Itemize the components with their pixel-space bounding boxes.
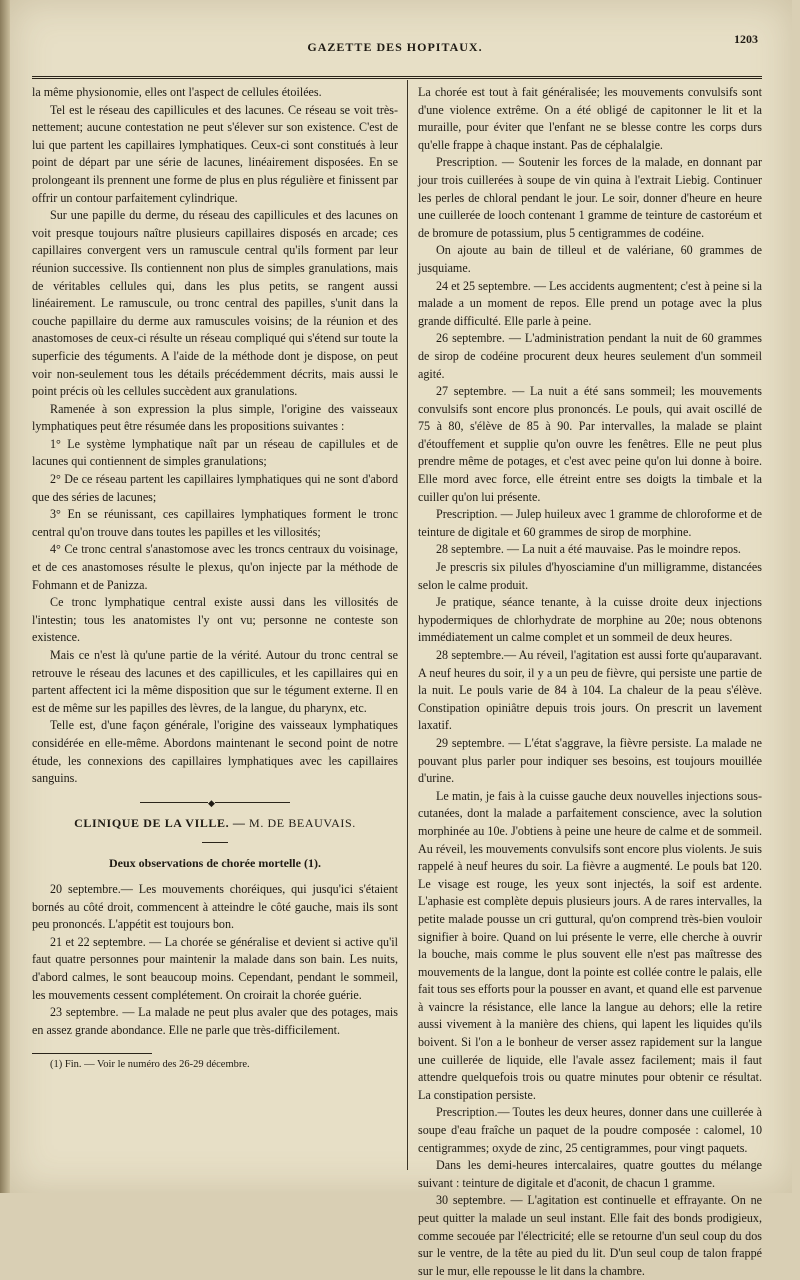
header-double-rule (32, 76, 762, 79)
paragraph: 30 septembre. — L'agitation est continuelle et effrayante. On ne peut quitter la malade un seul instant. Elle fait des bonds prodigieux, comme secouée par l'électricité; elle se retourne d'un seul coup du dos sur le ventre, de la tête au pied du lit. D'un seul coup de talon frappé sur le mur, elle repousse le lit dans la chambre. (418, 1193, 762, 1278)
paragraph: La chorée est tout à fait généralisée; les mouvements convulsifs sont d'une violence extrême. On a été obligé de capitonner le lit et la muraille, pour éviter que l'enfant ne se blesse contre les corps durs qu'elle frappe à chaque instant. Pas de céphalalgie. (418, 85, 762, 152)
section-author: M. DE BEAUVAIS. (249, 815, 356, 830)
section-divider (140, 802, 290, 803)
paragraph: Sur une papille du derme, du réseau des capillicules et des lacunes on voit presque toujours naître plusieurs capillaires disposés en arcade; ces capillaires convergent vers un ramuscule central qu'ils forment par leur réunion successive. Ils contiennent non plus de simples granulations, mais de véritables cellules qui, dans les plus petits, se rangent aussi linéairement. Le ramuscule, ou tronc central des papilles, s'unit dans la couche papillaire du derme aux ramuscules voisins; de la réunion et des anastomoses de ceux-ci résulte un réseau compliqué qui s'étend sur toute la superficie des téguments. A l'aide de la méthode dont je dispose, on peut voir non-seulement tous les détails précédemment décrits, mais aussi le point précis où les cellules succèdent aux granulations. (32, 208, 398, 399)
case-paragraph: 23 septembre. — La malade ne peut plus avaler que des potages, mais en assez grande abondance. Elle ne parle que très-difficilement. (32, 1005, 398, 1037)
paragraph: 3° En se réunissant, ces capillaires lymphatiques forment le tronc central qu'on trouve dans toutes les papilles et les villosités; (32, 507, 398, 539)
left-column (32, 84, 398, 1072)
paragraph: 26 septembre. — L'administration pendant la nuit de 60 grammes de sirop de codéine procurent deux heures seulement d'un sommeil agité. (418, 331, 762, 381)
paragraph: Ramenée à son expression la plus simple, l'origine des vaisseaux lymphatiques peut être résumée dans les propositions suivantes : (32, 401, 398, 434)
paragraph: Dans les demi-heures intercalaires, quatre gouttes du mélange suivant : teinture de digitale et d'aconit, de chacun 1 gramme. (418, 1158, 762, 1190)
short-divider (202, 842, 228, 843)
paragraph: On ajoute au bain de tilleul et de valériane, 60 grammes de jusquiame. (418, 243, 762, 275)
article-subtitle: Deux observations de chorée mortelle (1). (109, 856, 321, 871)
paragraph: Tel est le réseau des capillicules et des lacunes. Ce réseau se voit très-nettement; aucune contestation ne peut s'élever sur son existence. C'est de lui que partent les capillaires lymphatiques. Ceux-ci sont constitués à leur point de départ par une série de lacunes, linéairement disposées. En se prolongeant ils prennent une forme de plus en plus régulière et finissent par offrir un contour parfaitement cylindrique. (32, 102, 398, 205)
page-edge (0, 0, 10, 1193)
paragraph: Prescription. — Julep huileux avec 1 gramme de chloroforme et de teinture de digitale et 60 grammes de sirop de morphine. (418, 507, 762, 539)
paragraph: Ce tronc lymphatique central existe aussi dans les villosités de l'intestin; tous les anatomistes l'y ont vu; personne ne conteste son existence. (32, 595, 398, 645)
paragraph: Je prescris six pilules d'hyosciamine d'un milligramme, distancées selon le calme produit. (418, 560, 762, 592)
paragraph: Telle est, d'une façon générale, l'origine des vaisseaux lymphatiques considérée en elle-même. Abordons maintenant le second point de notre étude, les connexions des capillaires lymphatiques avec les capillaires sanguins. (32, 718, 398, 786)
paragraph: la même physionomie, elles ont l'aspect de cellules étoilées. (32, 85, 322, 99)
running-title: GAZETTE DES HOPITAUX. (307, 40, 483, 54)
case-paragraph: 21 et 22 septembre. — La chorée se généralise et devient si active qu'il faut quatre personnes pour maintenir la malade dans son bain. Les nuits, d'abord calmes, le sont beaucoup moins. Cependant, pendant le sommeil, les mouvements cessent complétement. On croirait la chorée guérie. (32, 934, 398, 1002)
paragraph: 29 septembre. — L'état s'aggrave, la fièvre persiste. La malade ne pouvant plus parler pour indiquer ses besoins, est toujours mouillée d'urine. (418, 735, 762, 786)
paragraph: 28 septembre.— Au réveil, l'agitation est aussi forte qu'auparavant. A neuf heures du soir, il y a un peu de fièvre, qui persiste une partie de la nuit. Le pouls varie de 84 à 104. La chaleur de la peau s'élève. Constipation opiniâtre depuis trois jours. On prescrit un lavement laxatif. (418, 648, 762, 733)
paragraph: 4° Ce tronc central s'anastomose avec les troncs centraux du voisinage, et de ces anastomoses résulte le plexus, qu'on injecte par la méthode de Fohmann et de Panizza. (32, 542, 398, 592)
column-separator (407, 80, 408, 1170)
paragraph: 27 septembre. — La nuit a été sans sommeil; les mouvements convulsifs sont encore plus prononcés. Le pouls, qui avait oscillé de 75 à 80, s'élève de 85 à 90. Par intervalles, la malade se plaint d'étouffement et supplie qu'on ouvre les fenêtres. Elle ne peut plus prendre même de potages, et c'est avec peine qu'on lui donne à boire. Elle mord avec force, elle étreint entre ses doigts la timbale et la cuiller qu'on lui présente. (418, 384, 762, 504)
paragraph: Mais ce n'est là qu'une partie de la vérité. Autour du tronc central se retrouve le réseau des lacunes et des capillicules, et les capillaires qui en partent affectent ici la même disposition que sur le tégument externe. Il en est de même sur les papilles des lèvres, de la langue, du pharynx, etc. (32, 648, 398, 715)
page-header (30, 30, 760, 64)
section-name: CLINIQUE DE LA VILLE. — (74, 815, 250, 830)
section-title (32, 815, 398, 833)
paragraph: 24 et 25 septembre. — Les accidents augmentent; c'est à peine si la malade a un moment de repos. Elle prend un potage avec la plus grande difficulté. Elle parle à peine. (418, 278, 762, 328)
page-number: 1203 (734, 32, 758, 46)
footnote: (1) Fin. — Voir le numéro des 26-29 décembre. (50, 1059, 250, 1071)
paragraph: Prescription. — Soutenir les forces de la malade, en donnant par jour trois cuillerées à soupe de vin quina à l'extrait Liebig. Continuer les perles de chloral pendant le jour. Le soir, donner d'heure en heure une cuillerée de looch contenant 1 gramme de teinture de castoréum et de bromure de potassium, plus 5 centigrammes de codéine. (418, 155, 762, 240)
paragraph: 1° Le système lymphatique naît par un réseau de capillules et de lacunes qui contiennent de simples granulations; (32, 436, 398, 469)
paragraph: Le matin, je fais à la cuisse gauche deux nouvelles injections sous-cutanées, dont la malade a parfaitement conscience, avec la solution morphinée au 10e. J'obtiens à peine une heure de calme et de sommeil. Au réveil, les mouvements convulsifs sont encore plus violents. Je suis rappelé à neuf heures du soir. La fièvre a augmenté. Le pouls bat 120. Le visage est rouge, les yeux sont injectés, la soif est ardente. L'aphasie est complète depuis plusieurs jours. A de rares intervalles, la petite malade pousse un cri guttural, qu'on comprend très-bien vouloir signifier à boire. Quand on lui présente le verre, elle cherche à ouvrir la bouche, mais comme le plus souvent elle n'est pas maîtresse des mouvements de la langue, dont la pointe est collée contre le palais, elle fait tous ses efforts pour la pousser en avant, et quand elle est parvenue à vaincre la résistance, elle lance la langue au dehors; elle la retire aussi vivement à la manière des chiens, qui lapent les liquides qu'ils boivent. Si l'on a le bonheur de verser assez rapidement sur la langue une cuillerée de liquide, elle l'avale assez facilement; mais il faut attendre quelquefois trois ou quatre minutes pour obtenir ce résultat. La constipation persiste. (418, 788, 762, 1102)
case-paragraph: 20 septembre.— Les mouvements choréiques, qui jusqu'ici s'étaient bornés au côté droit, commencent à atteindre le côté gauche, mais ils sont peu prononcés. L'appétit est toujours bon. (32, 881, 398, 932)
paragraph: Prescription.— Toutes les deux heures, donner dans une cuillerée à soupe d'eau fraîche un paquet de la poudre composée : calomel, 10 centigrammes; oxyde de zinc, 25 centigrammes, pour vingt paquets. (418, 1105, 762, 1155)
paragraph: 2° De ce réseau partent les capillaires lymphatiques qui ne sont d'abord que des séries de lacunes; (32, 472, 398, 504)
right-column (418, 84, 762, 1280)
paragraph: Je pratique, séance tenante, à la cuisse droite deux injections hypodermiques de chlorhydrate de morphine au 20e; nous obtenons immédiatement un calme complet et un sommeil de deux heures. (418, 595, 762, 645)
footnote-rule (32, 1053, 152, 1054)
paragraph: 28 septembre. — La nuit a été mauvaise. Pas le moindre repos. (436, 542, 741, 557)
